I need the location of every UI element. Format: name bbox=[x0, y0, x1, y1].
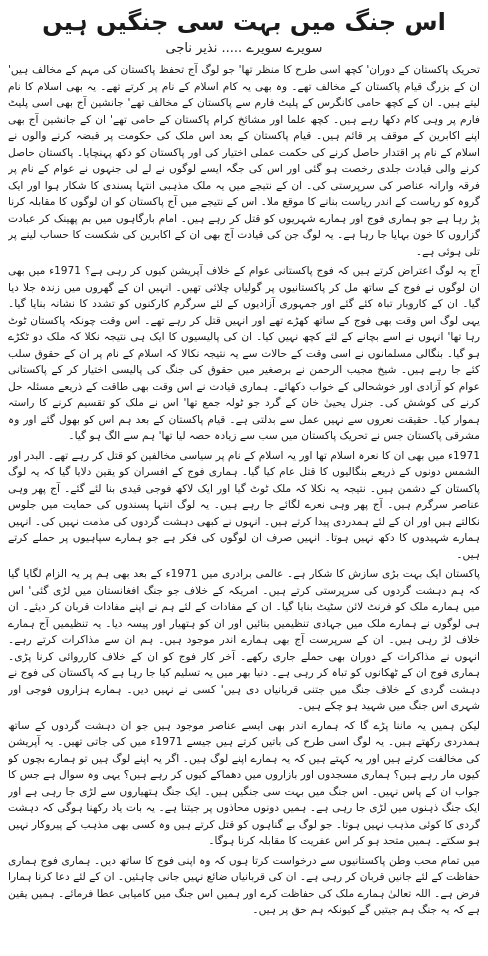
article-paragraph: میں تمام محب وطن پاکستانیوں سے درخواست کرتا ہوں کہ وہ اپنی فوج کا ساتھ دیں۔ ہماری فوج ہماری حفاظت کے لئے جانیں قربان کر رہی ہے۔ ان کی قربانیاں ضائع نہیں جانی چاہئیں۔ ان کے لئے دعا کرنا ہمارا فرض ہے۔ اللہ تعالیٰ ہمارے ملک کی حفاظت کرے اور ہمیں اس جنگ میں کامیابی عطا فرمائے۔ ہمیں یقین ہے کہ یہ جنگ ہم جیتیں گے کیونکہ ہم حق پر ہیں۔ bbox=[8, 854, 480, 916]
article-paragraph: آج یہ لوگ اعتراض کرتے ہیں کہ فوج پاکستانی عوام کے خلاف آپریشن کیوں کر رہی ہے؟ 1971ء میں بھی ان لوگوں نے فوج کے ساتھ مل کر پاکستانیوں پر گولیاں چلائی تھیں۔ انہیں ان کے گھروں میں زندہ جلا دیا گیا۔ ان کے کاروبار تباہ کئے گئے اور جمہوری آزادیوں کے لئے سرگرم کارکنوں کو تشدد کا نشانہ بنایا گیا۔ یہی لوگ اس وقت بھی فوج کے ساتھ کھڑے تھے اور انہیں قتل کر رہے تھے۔ اس وقت چونکہ پاکستان ٹوٹ رہا تھا' انہوں نے اسے بچانے کے لئے کچھ نہیں کیا۔ ان کی پالیسیوں کا ایک ہی نتیجہ نکلا کہ ملک دو ٹکڑے ہو گیا۔ بنگالی مسلمانوں نے اسی وقت کے حالات سے یہ نتیجہ نکالا کہ اسلام کے نام پر ان کے حقوق سلب کئے جا رہے ہیں۔ شیخ مجیب الرحمن نے برصغیر میں حقوق کی جنگ کی پالیسی اختیار کر کے پاکستانی عوام کو آزادی اور خوشحالی کے خواب دکھائے۔ ہماری قیادت نے اس وقت بھی طاقت کے ذریعے مسئلہ حل کرنے کی کوشش کی۔ جنرل یحییٰ خان کے گرد جو ٹولہ جمع تھا' اس نے ملک کو تقسیم کرنے کا راستہ ہموار کیا۔ حقیقت نعروں سے نہیں عمل سے بدلتی ہے۔ قیام پاکستان کے بعد ہم اس کو بھول گئے اور وہ مشرقی پاکستان جس نے تحریک پاکستان میں سب سے زیادہ حصہ لیا تھا' ہم سے الگ ہو گیا۔ bbox=[8, 265, 480, 442]
article-body bbox=[8, 62, 480, 952]
article-paragraph: تحریک پاکستان کے دوران' کچھ اسی طرح کا منظر تھا' جو لوگ آج تحفظ پاکستان کی مہم کے مخالف ہیں' ان کے بزرگ قیام پاکستان کے مخالف تھے۔ وہ بھی یہ کام اسلام کے نام پر کرتے تھے۔ یہ بھی اسلام کا نام لیتے ہیں۔ ان کے کچھ حامی کانگرس کے پلیٹ فارم سے پاکستان کے مخالف تھے' جانشین آج بھی اسی پلیٹ فارم پر وہی کام دکھا رہے ہیں۔ کچھ علما اور مشائخ کرام پاکستان کے حامی تھے' ان کے جانشین آج بھی اپنے اکابرین کے موقف پر قائم ہیں۔ قیام پاکستان کے بعد اس ملک کی حکومت پر قبضہ کرنے والوں نے اسلام کے نام پر اقتدار حاصل کرنے کی حکمت عملی اختیار کی اور پاکستان کو دکھ پہنچایا۔ پاکستان حاصل کرنے والی قیادت جلدی رخصت ہو گئی اور اس کی جگہ ایسے لوگوں نے لے لی جنہوں نے عوام کے نام پر فرقہ وارانہ عناصر کی سرپرستی کی۔ ان کے نتیجے میں یہ ملک مذہبی انتہا پسندی کا شکار ہوا اور ایک گروہ کو ریاست کے اندر ریاست بنانے کا موقع ملا۔ اس کے نتیجے میں آج پاکستان کو ان لوگوں کا مقابلہ کرنا پڑ رہا ہے جو ہماری فوج اور ہمارے شہریوں کو قتل کر رہے ہیں۔ امام بارگاہوں میں بم پھینک کر عبادت گزاروں کا خون بہایا جا رہا ہے۔ یہ لوگ جن کی قیادت آج بھی ان کے اکابرین کی شکست کا حساب لینے پر تلی ہوئی ہے۔ bbox=[8, 64, 480, 258]
article-paragraph: لیکن ہمیں یہ ماننا پڑے گا کہ ہمارے اندر بھی ایسے عناصر موجود ہیں جو ان دہشت گردوں کے ساتھ ہمدردی رکھتے ہیں۔ یہ لوگ اسی طرح کی باتیں کرتے ہیں جیسے 1971ء میں کی جاتی تھیں۔ یہ آپریشن کی مخالفت کرتے ہیں اور یہ کہتے ہیں کہ یہ ہمارے اپنے لوگ ہیں۔ اگر یہ اپنے لوگ ہیں تو ہمارے بچوں کو کیوں مار رہے ہیں؟ ہماری مسجدوں اور بازاروں میں دھماکے کیوں کر رہے ہیں؟ یہی وہ سوال ہے جس کا جواب ان کے پاس نہیں۔ اس جنگ میں بہت سی جنگیں ہیں۔ ایک جنگ ہتھیاروں سے لڑی جا رہی ہے اور ایک جنگ ذہنوں میں لڑی جا رہی ہے۔ ہمیں دونوں محاذوں پر جیتنا ہے۔ یہ بات یاد رکھنا ہوگی کہ دہشت گردی کا کوئی مذہب نہیں ہوتا۔ جو لوگ بے گناہوں کو قتل کرتے ہیں وہ کسی بھی مذہب کے پیروکار نہیں ہو سکتے۔ ہمیں متحد ہو کر اس عفریت کا مقابلہ کرنا ہوگا۔ bbox=[8, 719, 480, 847]
article-paragraph: پاکستان ایک بہت بڑی سازش کا شکار ہے۔ عالمی برادری میں 1971ء کے بعد بھی ہم پر یہ الزام لگایا گیا کہ ہم دہشت گردوں کی سرپرستی کرتے ہیں۔ امریکہ کے خلاف جو جنگ افغانستان میں لڑی گئی' اس میں ہمارے ملک کو فرنٹ لائن سٹیٹ بنایا گیا۔ ان کے مفادات کے لئے ہم نے اپنے مفادات قربان کر دیئے۔ ان ہی لوگوں نے ہمارے ملک میں جہادی تنظیمیں بنائیں اور ان کو ہتھیار اور پیسہ دیا۔ یہ تنظیمیں آج ہمارے خلاف لڑ رہی ہیں۔ ان کے سرپرست آج بھی ہمارے اندر موجود ہیں۔ ہم ان سے مذاکرات کرتے رہے۔ انہوں نے مذاکرات کے دوران بھی حملے جاری رکھے۔ آخر کار فوج کو ان کے خلاف کارروائی کرنا پڑی۔ ہماری فوج ان کے ٹھکانوں کو تباہ کر رہی ہے۔ دنیا بھر میں یہ تسلیم کیا جا رہا ہے کہ پاکستان کی فوج نے دہشت گردی کے خلاف جنگ میں جتنی قربانیاں دی ہیں' کسی نے نہیں دیں۔ ہمارے ہزاروں فوجی اور شہری اس جنگ میں شہید ہو چکے ہیں۔ bbox=[8, 568, 480, 712]
article-paragraph: 1971ء میں بھی ان کا نعرہ اسلام تھا اور یہ اسلام کے نام پر سیاسی مخالفین کو قتل کر رہے تھے۔ البدر اور الشمس دونوں کے ذریعے بنگالیوں کا قتل عام کیا گیا۔ ہماری فوج کے افسران کو یقین دلایا گیا کہ یہ لوگ پاکستان کے دشمن ہیں۔ نتیجہ یہ نکلا کہ ملک ٹوٹ گیا اور ایک لاکھ فوجی قیدی بنا لئے گئے۔ آج پھر وہی عناصر سرگرم ہیں۔ آج پھر وہی نعرے لگائے جا رہے ہیں۔ یہ لوگ انتہا پسندوں کی حمایت میں جلوس نکالتے ہیں اور ان کے لئے ہمدردی پیدا کرتے ہیں۔ انہوں نے کبھی دہشت گردوں کی مذمت نہیں کی۔ انہیں ہمارے شہیدوں کا دکھ نہیں ہوتا۔ انہیں صرف ان لوگوں کی فکر ہے جو ہمارے سپاہیوں پر حملے کرتے ہیں۔ bbox=[8, 449, 480, 561]
article-headline: اس جنگ میں بہت سی جنگیں ہیں bbox=[42, 8, 446, 36]
article-byline: سویرے سویرے ..... نذیر ناجی bbox=[165, 41, 323, 56]
